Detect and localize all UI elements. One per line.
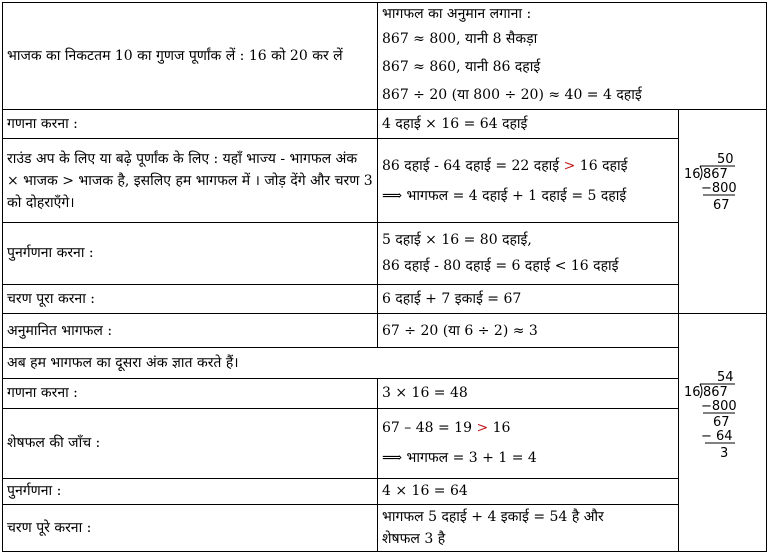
text-line: [382, 181, 674, 211]
quotient: 54: [717, 370, 734, 385]
quotient: 50: [717, 152, 734, 167]
row-label: राउंड अप के लिए या बढ़े पूर्णांक के लिए : यहाँ भाज्य - भागफल अंक × भाजक > भाजक है, इसलिए हम भागफल में । जोड़ देंगे और चरण 3 को दोहराएँगे।: [3, 139, 378, 223]
row-label: चरण पूरा करना :: [3, 284, 378, 313]
value-cell: 6 दहाई + 7 इकाई = 67: [378, 284, 679, 313]
line-text: 86 दहाई - 64 दहाई = 22 दहाई: [382, 157, 564, 174]
recalc-cell: [378, 223, 679, 285]
text-line: [382, 151, 674, 181]
text-line: 867 ÷ 20 (या 800 ÷ 20) ≈ 40 = 4 दहाई: [382, 87, 642, 103]
row-label: भाजक का निकटतम 10 का गुणज पूर्णांक लें : 16 को 20 कर लें: [3, 3, 378, 110]
row-label: पुनर्गणना करना :: [3, 223, 378, 285]
final-cell: [378, 505, 679, 552]
implies-arrow-icon: ⟹: [382, 187, 403, 204]
row-label: शेषफल की जाँच :: [3, 408, 378, 478]
value-cell: 3 × 16 = 48: [378, 378, 679, 408]
row-estimate: [3, 3, 767, 110]
text-line: [382, 413, 674, 443]
long-division-1: [679, 110, 767, 314]
text-line: 5 दहाई × 16 = 80 दहाई,: [382, 232, 532, 249]
line-text: 16 दहाई: [575, 157, 628, 174]
long-division-2: [679, 314, 767, 552]
row-label: गणना करना :: [3, 110, 378, 139]
estimate-cell: [378, 3, 767, 110]
remainder: 67: [713, 415, 730, 430]
line-text: भागफल = 4 दहाई + 1 दहाई = 5 दहाई: [402, 187, 627, 204]
value-cell: 67 ÷ 20 (या 6 ÷ 2) ≈ 3: [378, 314, 679, 348]
row-label: चरण पूरे करना :: [3, 505, 378, 552]
line-text: 67 – 48 = 19: [382, 420, 477, 437]
greater-than-sign: >: [476, 420, 489, 437]
text-line: [382, 443, 674, 473]
remainder: 67: [713, 198, 730, 213]
text-line: 867 ≈ 860, यानी 86 दहाई: [382, 59, 541, 75]
subtrahend: −800: [701, 399, 737, 414]
text-line: भागफल का अनुमान लगाना :: [382, 6, 532, 22]
row-recalc: [3, 223, 767, 285]
row-second-digit: [3, 348, 767, 378]
subtrahend: −800: [701, 181, 737, 196]
row-label: गणना करना :: [3, 378, 378, 408]
text-line: शेषफल 3 है: [382, 531, 446, 547]
row-complete-step: [3, 284, 767, 313]
divisor: 16: [684, 385, 701, 400]
remainder: 3: [720, 446, 729, 461]
long-division-1-figure: [679, 110, 765, 306]
line-text: 16: [488, 420, 511, 437]
remainder-check-cell: [378, 408, 679, 478]
greater-than-sign: >: [563, 157, 576, 174]
row-estimated-quotient: [3, 314, 767, 348]
row-label: पुनर्गणना :: [3, 478, 378, 504]
divisor: 16: [684, 167, 701, 182]
row-remainder-check: [3, 408, 767, 478]
text-line: 86 दहाई - 80 दहाई = 6 दहाई < 16 दहाई: [382, 258, 619, 275]
round-up-cell: [378, 139, 679, 223]
row-round-up: [3, 139, 767, 223]
long-division-2-figure: [679, 314, 765, 544]
line-text: भागफल = 3 + 1 = 4: [402, 450, 537, 467]
implies-arrow-icon: ⟹: [382, 450, 403, 467]
row-final: [3, 505, 767, 552]
value-cell: 4 दहाई × 16 = 64 दहाई: [378, 110, 679, 139]
row-calc-2: [3, 378, 767, 408]
dividend: 867: [703, 167, 728, 182]
row-calc-1: [3, 110, 767, 139]
subtrahend: − 64: [701, 429, 733, 444]
row-recount: [3, 478, 767, 504]
text-line: 867 ≈ 800, यानी 8 सैकड़ा: [382, 31, 538, 47]
row-label: अनुमानित भागफल :: [3, 314, 378, 348]
row-label: अब हम भागफल का दूसरा अंक ज्ञात करते हैं।: [3, 348, 679, 378]
division-steps-table: [2, 2, 767, 552]
dividend: 867: [703, 385, 728, 400]
text-line: भागफल 5 दहाई + 4 इकाई = 54 है और: [382, 509, 604, 525]
value-cell: 4 × 16 = 64: [378, 478, 679, 504]
